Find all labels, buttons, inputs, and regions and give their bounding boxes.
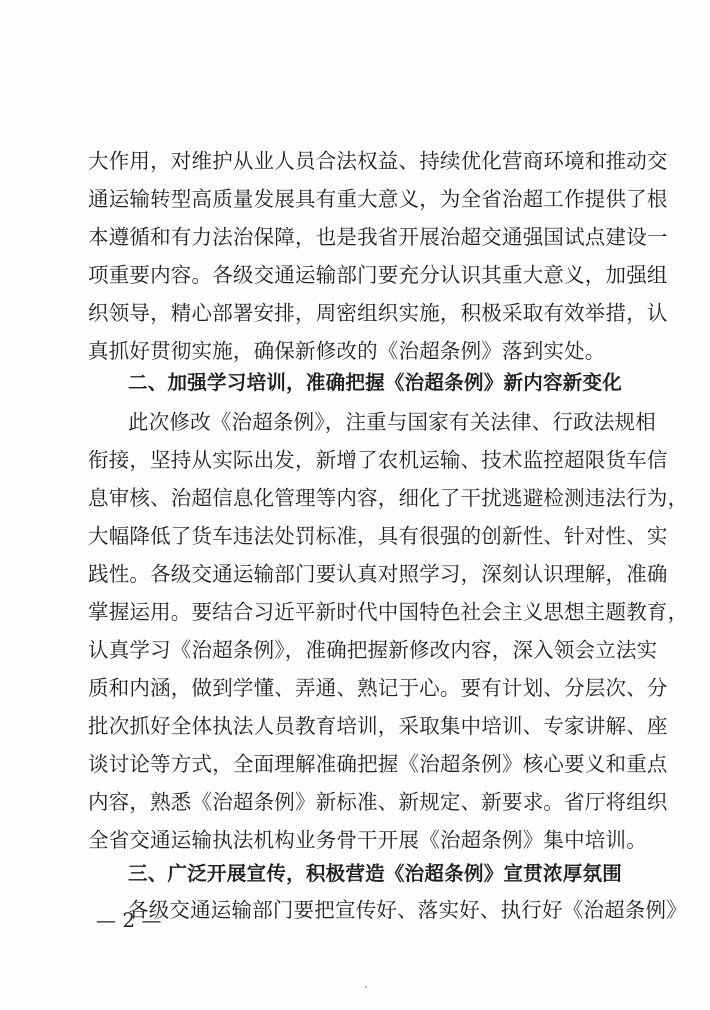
body-text-line: 批次抓好全体执法人员教育培训，采取集中培训、专家讲解、座 xyxy=(88,714,668,738)
body-text-line: 谈讨论等方式，全面理解准确把握《治超条例》核心要义和重点 xyxy=(88,752,668,776)
scan-speck xyxy=(365,986,367,988)
body-text-line: 掌握运用。要结合习近平新时代中国特色社会主义思想主题教育， xyxy=(88,600,689,624)
page-number: — 2 — xyxy=(96,908,162,932)
body-text-line: 织领导，精心部署安排，周密组织实施，积极采取有效举措，认 xyxy=(88,301,668,325)
body-text-line: 内容，熟悉《治超条例》新标准、新规定、新要求。省厅将组织 xyxy=(88,790,668,814)
section-heading-3: 三、广泛开展宣传，积极营造《治超条例》宣贯浓厚氛围 xyxy=(128,862,622,885)
body-text-line: 各级交通运输部门要把宣传好、落实好、执行好《治超条例》 xyxy=(128,898,687,922)
body-text-line: 衔接，坚持从实际出发，新增了农机运输、技术监控超限货车信 xyxy=(88,448,668,472)
body-text-line: 全省交通运输执法机构业务骨干开展《治超条例》集中培训。 xyxy=(88,828,647,852)
body-text-line: 息审核、治超信息化管理等内容，细化了干扰逃避检测违法行为， xyxy=(88,486,689,510)
body-text-line: 大作用，对维护从业人员合法权益、持续优化营商环境和推动交 xyxy=(88,149,668,173)
body-text-line: 大幅降低了货车违法处罚标准，具有很强的创新性、针对性、实 xyxy=(88,524,668,548)
body-text-line: 项重要内容。各级交通运输部门要充分认识其重大意义，加强组 xyxy=(88,263,668,287)
body-text-line: 通运输转型高质量发展具有重大意义，为全省治超工作提供了根 xyxy=(88,187,668,211)
body-text-line: 认真学习《治超条例》，准确把握新修改内容，深入领会立法实 xyxy=(88,638,658,662)
body-text-line: 此次修改《治超条例》，注重与国家有关法律、行政法规相 xyxy=(128,410,656,434)
section-heading-2: 二、加强学习培训，准确把握《治超条例》新内容新变化 xyxy=(128,371,622,394)
body-text-line: 践性。各级交通运输部门要认真对照学习，深刻认识理解，准确 xyxy=(88,562,668,586)
body-text-line: 质和内涵，做到学懂、弄通、熟记于心。要有计划、分层次、分 xyxy=(88,676,668,700)
body-text-line: 真抓好贯彻实施，确保新修改的《治超条例》落到实处。 xyxy=(88,339,606,363)
body-text-line: 本遵循和有力法治保障，也是我省开展治超交通强国试点建设一 xyxy=(88,225,668,249)
